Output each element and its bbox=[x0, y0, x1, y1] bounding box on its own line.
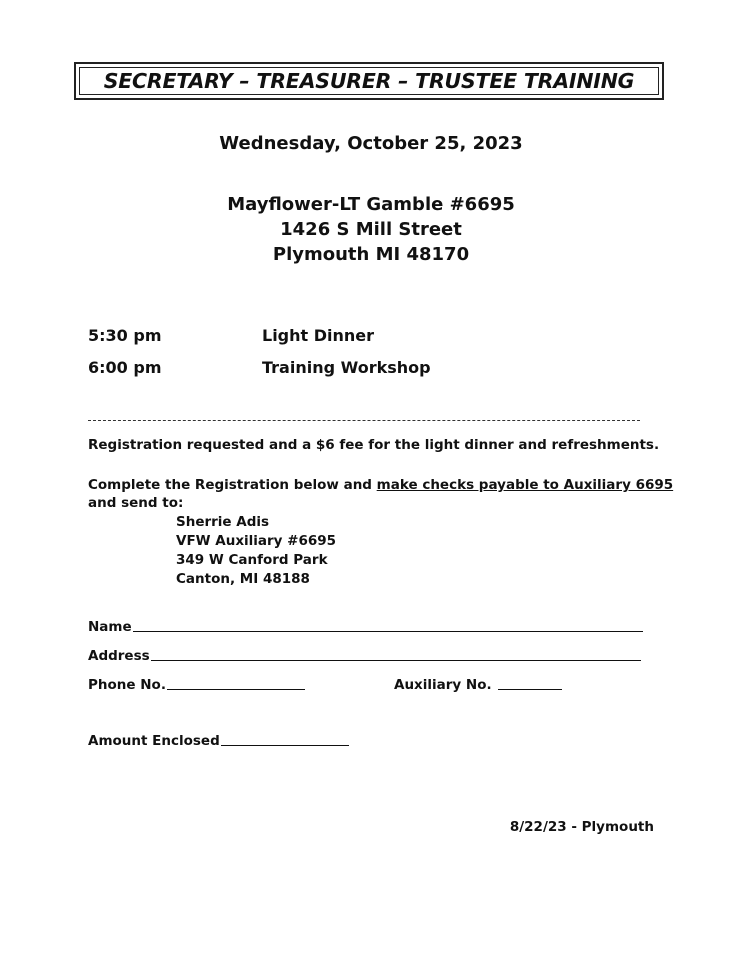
registration-note: Registration requested and a $6 fee for the light dinner and refreshments. bbox=[88, 437, 660, 453]
mail-to-street: 349 W Canford Park bbox=[176, 552, 328, 568]
venue-city: Plymouth MI 48170 bbox=[272, 244, 470, 265]
auxiliary-blank-line[interactable] bbox=[498, 688, 562, 690]
name-blank-line[interactable] bbox=[133, 630, 643, 632]
instructions-text: Complete the Registration below and bbox=[88, 477, 377, 493]
mail-to-city: Canton, MI 48188 bbox=[176, 571, 310, 587]
phone-label: Phone No. bbox=[88, 677, 166, 693]
phone-field[interactable] bbox=[88, 677, 305, 693]
venue-name: Mayflower-LT Gamble #6695 bbox=[227, 194, 515, 215]
address-label: Address bbox=[88, 648, 150, 664]
event-date: Wednesday, October 25, 2023 bbox=[219, 133, 523, 154]
instructions-line-1 bbox=[88, 477, 673, 493]
mail-to-name: Sherrie Adis bbox=[176, 514, 270, 530]
instructions-line-2: and send to: bbox=[88, 495, 184, 511]
title-box bbox=[74, 62, 664, 100]
schedule-time-1: 5:30 pm bbox=[88, 326, 162, 345]
amount-blank-line[interactable] bbox=[221, 744, 349, 746]
address-blank-line[interactable] bbox=[151, 659, 641, 661]
schedule-time-2: 6:00 pm bbox=[88, 358, 162, 377]
amount-field[interactable] bbox=[88, 733, 349, 749]
address-field[interactable] bbox=[88, 648, 641, 664]
name-label: Name bbox=[88, 619, 132, 635]
payable-to-text: make checks payable to Auxiliary 6695 bbox=[376, 477, 674, 493]
cut-line-divider bbox=[88, 420, 640, 421]
schedule-event-1: Light Dinner bbox=[262, 326, 375, 345]
name-field[interactable] bbox=[88, 619, 643, 635]
venue-street: 1426 S Mill Street bbox=[280, 219, 462, 240]
auxiliary-field[interactable] bbox=[394, 677, 562, 693]
title-inner-frame bbox=[79, 67, 659, 95]
schedule-event-2: Training Workshop bbox=[262, 358, 431, 377]
auxiliary-label: Auxiliary No. bbox=[394, 677, 492, 693]
phone-blank-line[interactable] bbox=[167, 688, 305, 690]
mail-to-org: VFW Auxiliary #6695 bbox=[176, 533, 337, 549]
page-title: SECRETARY – TREASURER – TRUSTEE TRAINING bbox=[103, 69, 635, 93]
amount-label: Amount Enclosed bbox=[88, 733, 220, 749]
footer-note: 8/22/23 - Plymouth bbox=[509, 819, 654, 835]
